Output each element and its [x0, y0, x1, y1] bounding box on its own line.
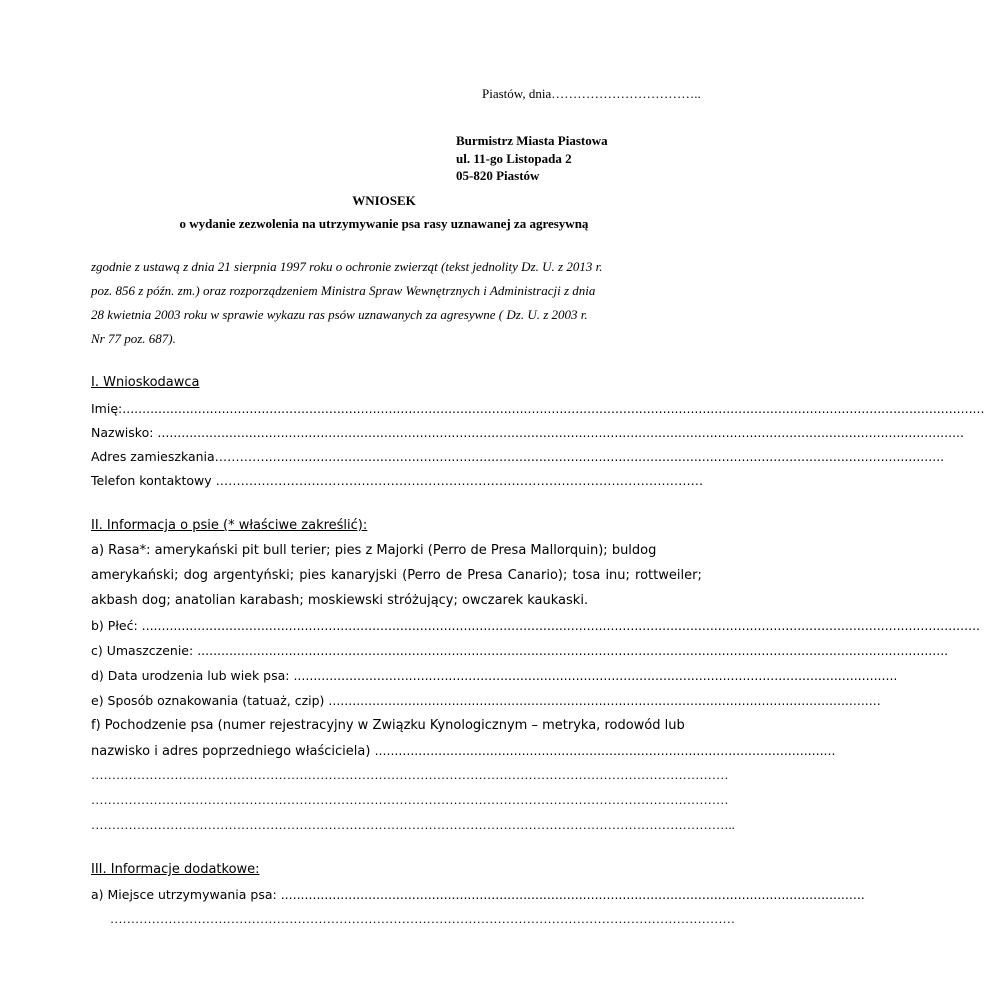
field-label: Nazwisko: [91, 425, 158, 440]
addressee-line: ul. 11-go Listopada 2 [456, 150, 572, 166]
field-label: a) Miejsce utrzymywania psa: [91, 887, 281, 902]
blank-answer-line[interactable]: ……………………………………………………………………………………………………………………………………….. [91, 818, 735, 832]
section-heading-additional-info: III. Informacje dodatkowe: [91, 862, 260, 877]
fill-dots: ............................................................................................................................................................................................. [197, 643, 949, 658]
fill-dots: ……………………………………………………………………………………………………… [215, 473, 704, 488]
fill-dots: ........................................................................................................................................... [328, 693, 881, 708]
document-subtitle: o wydanie zezwolenia na utrzymywanie psa rasy uznawanej za agresywną [179, 216, 589, 231]
blank-answer-line[interactable]: ……………………………………………………………………………………………………………………………………… [91, 768, 729, 782]
fill-dots: .................................................................................................................... [374, 743, 836, 758]
section-heading-applicant: I. Wnioskodawca [91, 375, 200, 390]
form-field-keeping-place[interactable] [91, 887, 865, 902]
blank-answer-line[interactable]: ……………………………………………………………………………………………………………………………………… [91, 793, 729, 807]
fill-dots: ................................................................................................................................................................................................................... [141, 618, 981, 633]
breed-line: amerykański; dog argentyński; pies kanaryjski (Perro de Presa Canario); tosa inu; rottweiler; [91, 568, 702, 583]
breed-line: akbash dog; anatolian karabash; moskiewski stróżujący; owczarek kaukaski. [91, 593, 589, 608]
fill-dots: ........................................................................................................................................................................... [264, 449, 945, 464]
addressee-line: 05-820 Piastów [456, 168, 540, 183]
fill-dots: ........................................................................................................................................................................................................... [157, 425, 965, 440]
document-title: WNIOSEK [352, 193, 416, 208]
section-heading-dog-info: II. Informacja o psie (* właściwe zakreślić): [91, 518, 368, 533]
origin-line: f) Pochodzenie psa (numer rejestracyjny w Związku Kynologicznym – metryka, rodowód lub [91, 718, 685, 733]
legal-line: zgodnie z ustawą z dnia 21 sierpnia 1997 roku o ochronie zwierząt (tekst jednolity Dz. U. z 2013 r. [91, 259, 603, 274]
field-label: nazwisko i adres poprzedniego właściciela) [91, 744, 375, 759]
field-label: Imię: [91, 401, 123, 416]
form-field-marking[interactable] [91, 693, 881, 708]
form-field-first-name[interactable] [91, 401, 984, 416]
field-label: e) Sposób oznakowania (tatuaż, czip) [91, 693, 329, 708]
fill-dots: ................................................................................................................................................... [280, 887, 865, 902]
fill-dots: ......................................................................................................................................................................................................................... [122, 401, 984, 416]
legal-line: poz. 856 z późn. zm.) oraz rozporządzeniem Ministra Spraw Wewnętrznych i Administracji z dnia [91, 283, 596, 298]
form-field-address[interactable] [91, 449, 945, 464]
breed-line: a) Rasa*: amerykański pit bull terier; pies z Majorki (Perro de Presa Mallorquin); buldog [91, 543, 657, 558]
field-label: d) Data urodzenia lub wiek psa: [91, 668, 294, 683]
form-field-coat[interactable] [91, 643, 949, 658]
form-field-birth-date[interactable] [91, 668, 898, 683]
field-label: b) Płeć: [91, 618, 142, 633]
form-field-phone[interactable] [91, 473, 704, 488]
addressee-line: Burmistrz Miasta Piastowa [456, 133, 608, 148]
field-label: Adres zamieszkania………… [91, 449, 265, 464]
addressee-block [456, 132, 608, 185]
fill-dots: ........................................................................................................................................................ [293, 668, 898, 683]
field-label: c) Umaszczenie: [91, 643, 198, 658]
form-field-origin[interactable] [91, 743, 836, 759]
place-date-line: Piastów, dnia…………………………….. [482, 86, 701, 101]
legal-line: 28 kwietnia 2003 roku w sprawie wykazu ras psów uznawanych za agresywne ( Dz. U. z 2003 r. [91, 307, 588, 322]
blank-answer-line[interactable]: …………………………………………………………………………………………………………………………………… [110, 912, 735, 926]
field-label: Telefon kontaktowy [91, 473, 216, 488]
form-field-last-name[interactable] [91, 425, 965, 440]
form-field-sex[interactable] [91, 618, 981, 633]
legal-line: Nr 77 poz. 687). [91, 331, 176, 346]
